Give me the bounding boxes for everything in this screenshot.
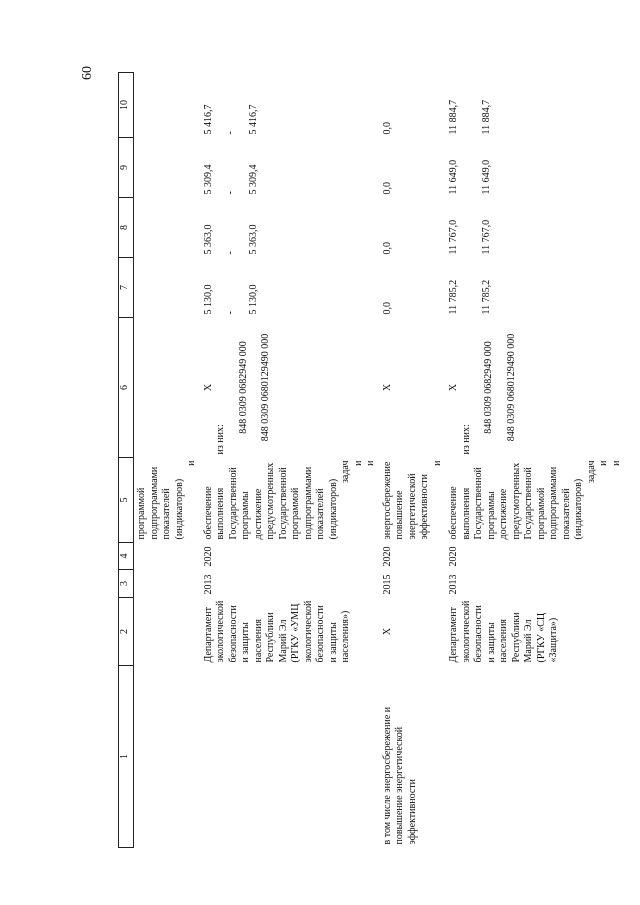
end-year: 2020 bbox=[448, 546, 459, 567]
task-description-continuation: программой подпрограммами показателей (индикаторов) и bbox=[136, 460, 197, 540]
budget-code-cell: Х из них: 848 0309 0682949 000 848 0309 0680129490 000 bbox=[448, 333, 517, 455]
end-year: 2020 bbox=[381, 546, 393, 567]
budget-table bbox=[118, 72, 625, 848]
value-2015: 11 767,0 11 767,0 bbox=[448, 219, 492, 255]
budget-code-cell: Х bbox=[381, 383, 393, 392]
value-2014: 5 130,0 - 5 130,0 bbox=[202, 284, 259, 315]
value-2015: 0,0 bbox=[381, 242, 393, 255]
start-year: 2013 bbox=[202, 574, 214, 595]
value-2017: 0,0 bbox=[381, 122, 393, 135]
value-2014: 11 785,2 11 785,2 bbox=[448, 279, 492, 315]
value-2014: 0,0 bbox=[381, 302, 393, 315]
column-header-9: 9 bbox=[119, 138, 134, 198]
page-number: 60 bbox=[80, 66, 95, 80]
value-2016: 0,0 bbox=[381, 182, 393, 195]
column-header-1: 1 bbox=[119, 666, 134, 848]
subprogram-label: в том числе энергосбережение и повышение энергетической эффективности bbox=[381, 706, 418, 845]
table-row-continuation bbox=[134, 73, 201, 848]
column-number-row bbox=[119, 73, 134, 848]
column-header-6: 6 bbox=[119, 318, 134, 458]
rotated-table-sheet bbox=[118, 73, 622, 848]
column-header-4: 4 bbox=[119, 543, 134, 570]
task-description: обеспечение выполнения Государственной программы достижение предусмотренных Государственной программой подпрограммами показателей (индикаторов) задач и и bbox=[448, 460, 622, 540]
executor-cell: Департамент экологической безопасности и защиты населения Республики Марий Эл (РГКУ «СЦ «Защита») bbox=[448, 600, 559, 663]
executor-cell: Департамент экологической безопасности и защиты населения Республики Марий Эл (РГКУ «УМЦ экологической безопасности и защиты населения») bbox=[202, 600, 351, 663]
column-header-8: 8 bbox=[119, 198, 134, 258]
end-year: 2020 bbox=[202, 546, 214, 567]
value-2015: 5 363,0 - 5 363,0 bbox=[202, 224, 259, 255]
value-2017: 5 416,7 - 5 416,7 bbox=[202, 104, 259, 135]
column-header-3: 3 bbox=[119, 570, 134, 598]
value-2017: 11 884,7 11 884,7 bbox=[448, 99, 492, 135]
value-2016: 11 649,0 11 649,0 bbox=[448, 159, 492, 195]
start-year: 2013 bbox=[448, 574, 459, 595]
column-header-10: 10 bbox=[119, 73, 134, 138]
value-2016: 5 309,4 - 5 309,4 bbox=[202, 164, 259, 195]
table-row-sc-zashchita bbox=[446, 73, 625, 848]
column-header-5: 5 bbox=[119, 458, 134, 543]
column-header-2: 2 bbox=[119, 598, 134, 666]
start-year: 2015 bbox=[381, 574, 393, 595]
task-description: энергосбережение повышение энергетической эффективности и bbox=[381, 460, 443, 540]
table-row-umts bbox=[201, 73, 380, 848]
budget-code-cell: Х из них: 848 0309 0682949 000 848 0309 0680129490 000 bbox=[202, 333, 271, 455]
table-row-energy-saving bbox=[380, 73, 447, 848]
column-header-7: 7 bbox=[119, 258, 134, 318]
executor-cell: Х bbox=[381, 627, 393, 636]
task-description: обеспечение выполнения Государственной программы достижение предусмотренных Государственной программой подпрограммами показателей (индикаторов) задач и и bbox=[202, 460, 376, 540]
